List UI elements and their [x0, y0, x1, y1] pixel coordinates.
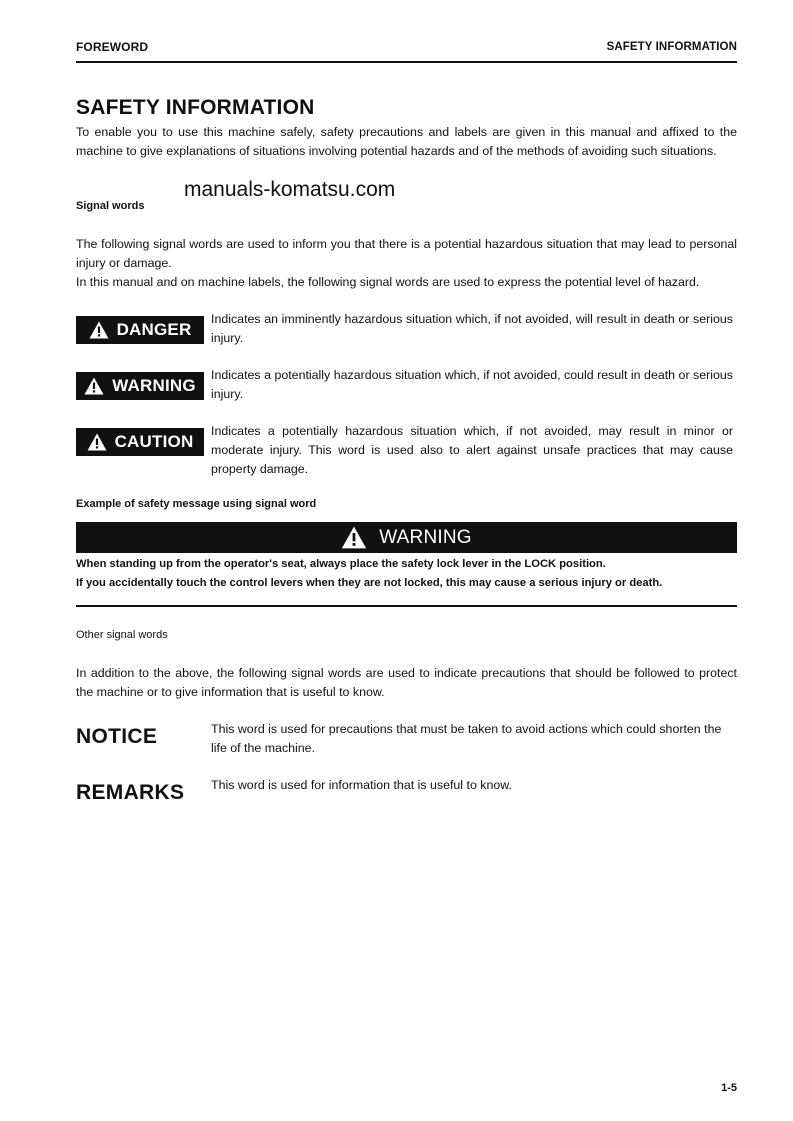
signal-words-paragraph-2: In this manual and on machine labels, the following signal words are used to express the potential level of hazard. [76, 275, 700, 289]
other-signal-words-heading: Other signal words [76, 629, 168, 641]
warning-description: Indicates a potentially hazardous situation which, if not avoided, could result in death or serious injury. [211, 368, 733, 401]
example-rule [76, 605, 737, 607]
danger-description: Indicates an imminently hazardous situation which, if not avoided, will result in death or serious injury. [211, 312, 733, 345]
header-section-left: FOREWORD [76, 40, 149, 54]
signal-words-paragraph-1: The following signal words are used to inform you that there is a potential hazardous situation that may lead to personal injury or damage. [76, 237, 737, 270]
warning-badge [76, 372, 204, 400]
warning-triangle-icon [84, 377, 104, 395]
example-message-line-2: If you accidentally touch the control levers when they are not locked, this may cause a serious injury or death. [76, 577, 663, 589]
example-heading: Example of safety message using signal word [76, 498, 317, 510]
signal-words-heading: Signal words [76, 200, 145, 212]
page-title: SAFETY INFORMATION [76, 96, 315, 119]
warning-banner [76, 522, 737, 553]
notice-label: NOTICE [76, 725, 158, 748]
danger-badge [76, 316, 204, 344]
caution-badge [76, 428, 204, 456]
header-rule [76, 61, 737, 63]
warning-banner-label: WARNING [379, 526, 472, 548]
warning-triangle-icon [89, 321, 109, 339]
other-signal-words-paragraph: In addition to the above, the following signal words are used to indicate precautions that should be followed to protect the machine or to give information that is useful to know. [76, 666, 737, 699]
watermark: manuals-komatsu.com [184, 178, 396, 201]
danger-label: DANGER [116, 320, 192, 339]
caution-description: Indicates a potentially hazardous situation which, if not avoided, may result in minor or moderate injury. This word is used also to alert against unsafe practices that may cause property damage. [211, 424, 733, 476]
page-number: 1-5 [721, 1082, 737, 1094]
remarks-description: This word is used for information that is useful to know. [211, 778, 512, 792]
header-section-right: SAFETY INFORMATION [606, 41, 737, 53]
notice-description: This word is used for precautions that must be taken to avoid actions which could shorten the life of the machine. [211, 722, 722, 755]
warning-label: WARNING [112, 376, 196, 395]
warning-triangle-icon [341, 526, 367, 549]
caution-label: CAUTION [114, 432, 194, 451]
remarks-label: REMARKS [76, 781, 185, 804]
example-message-line-1: When standing up from the operator's seat, always place the safety lock lever in the LOCK position. [76, 558, 606, 570]
warning-triangle-icon [87, 433, 107, 451]
intro-paragraph: To enable you to use this machine safely, safety precautions and labels are given in this manual and affixed to the machine to give explanations of situations involving potential hazards and of the methods of avoiding such situations. [76, 125, 737, 158]
